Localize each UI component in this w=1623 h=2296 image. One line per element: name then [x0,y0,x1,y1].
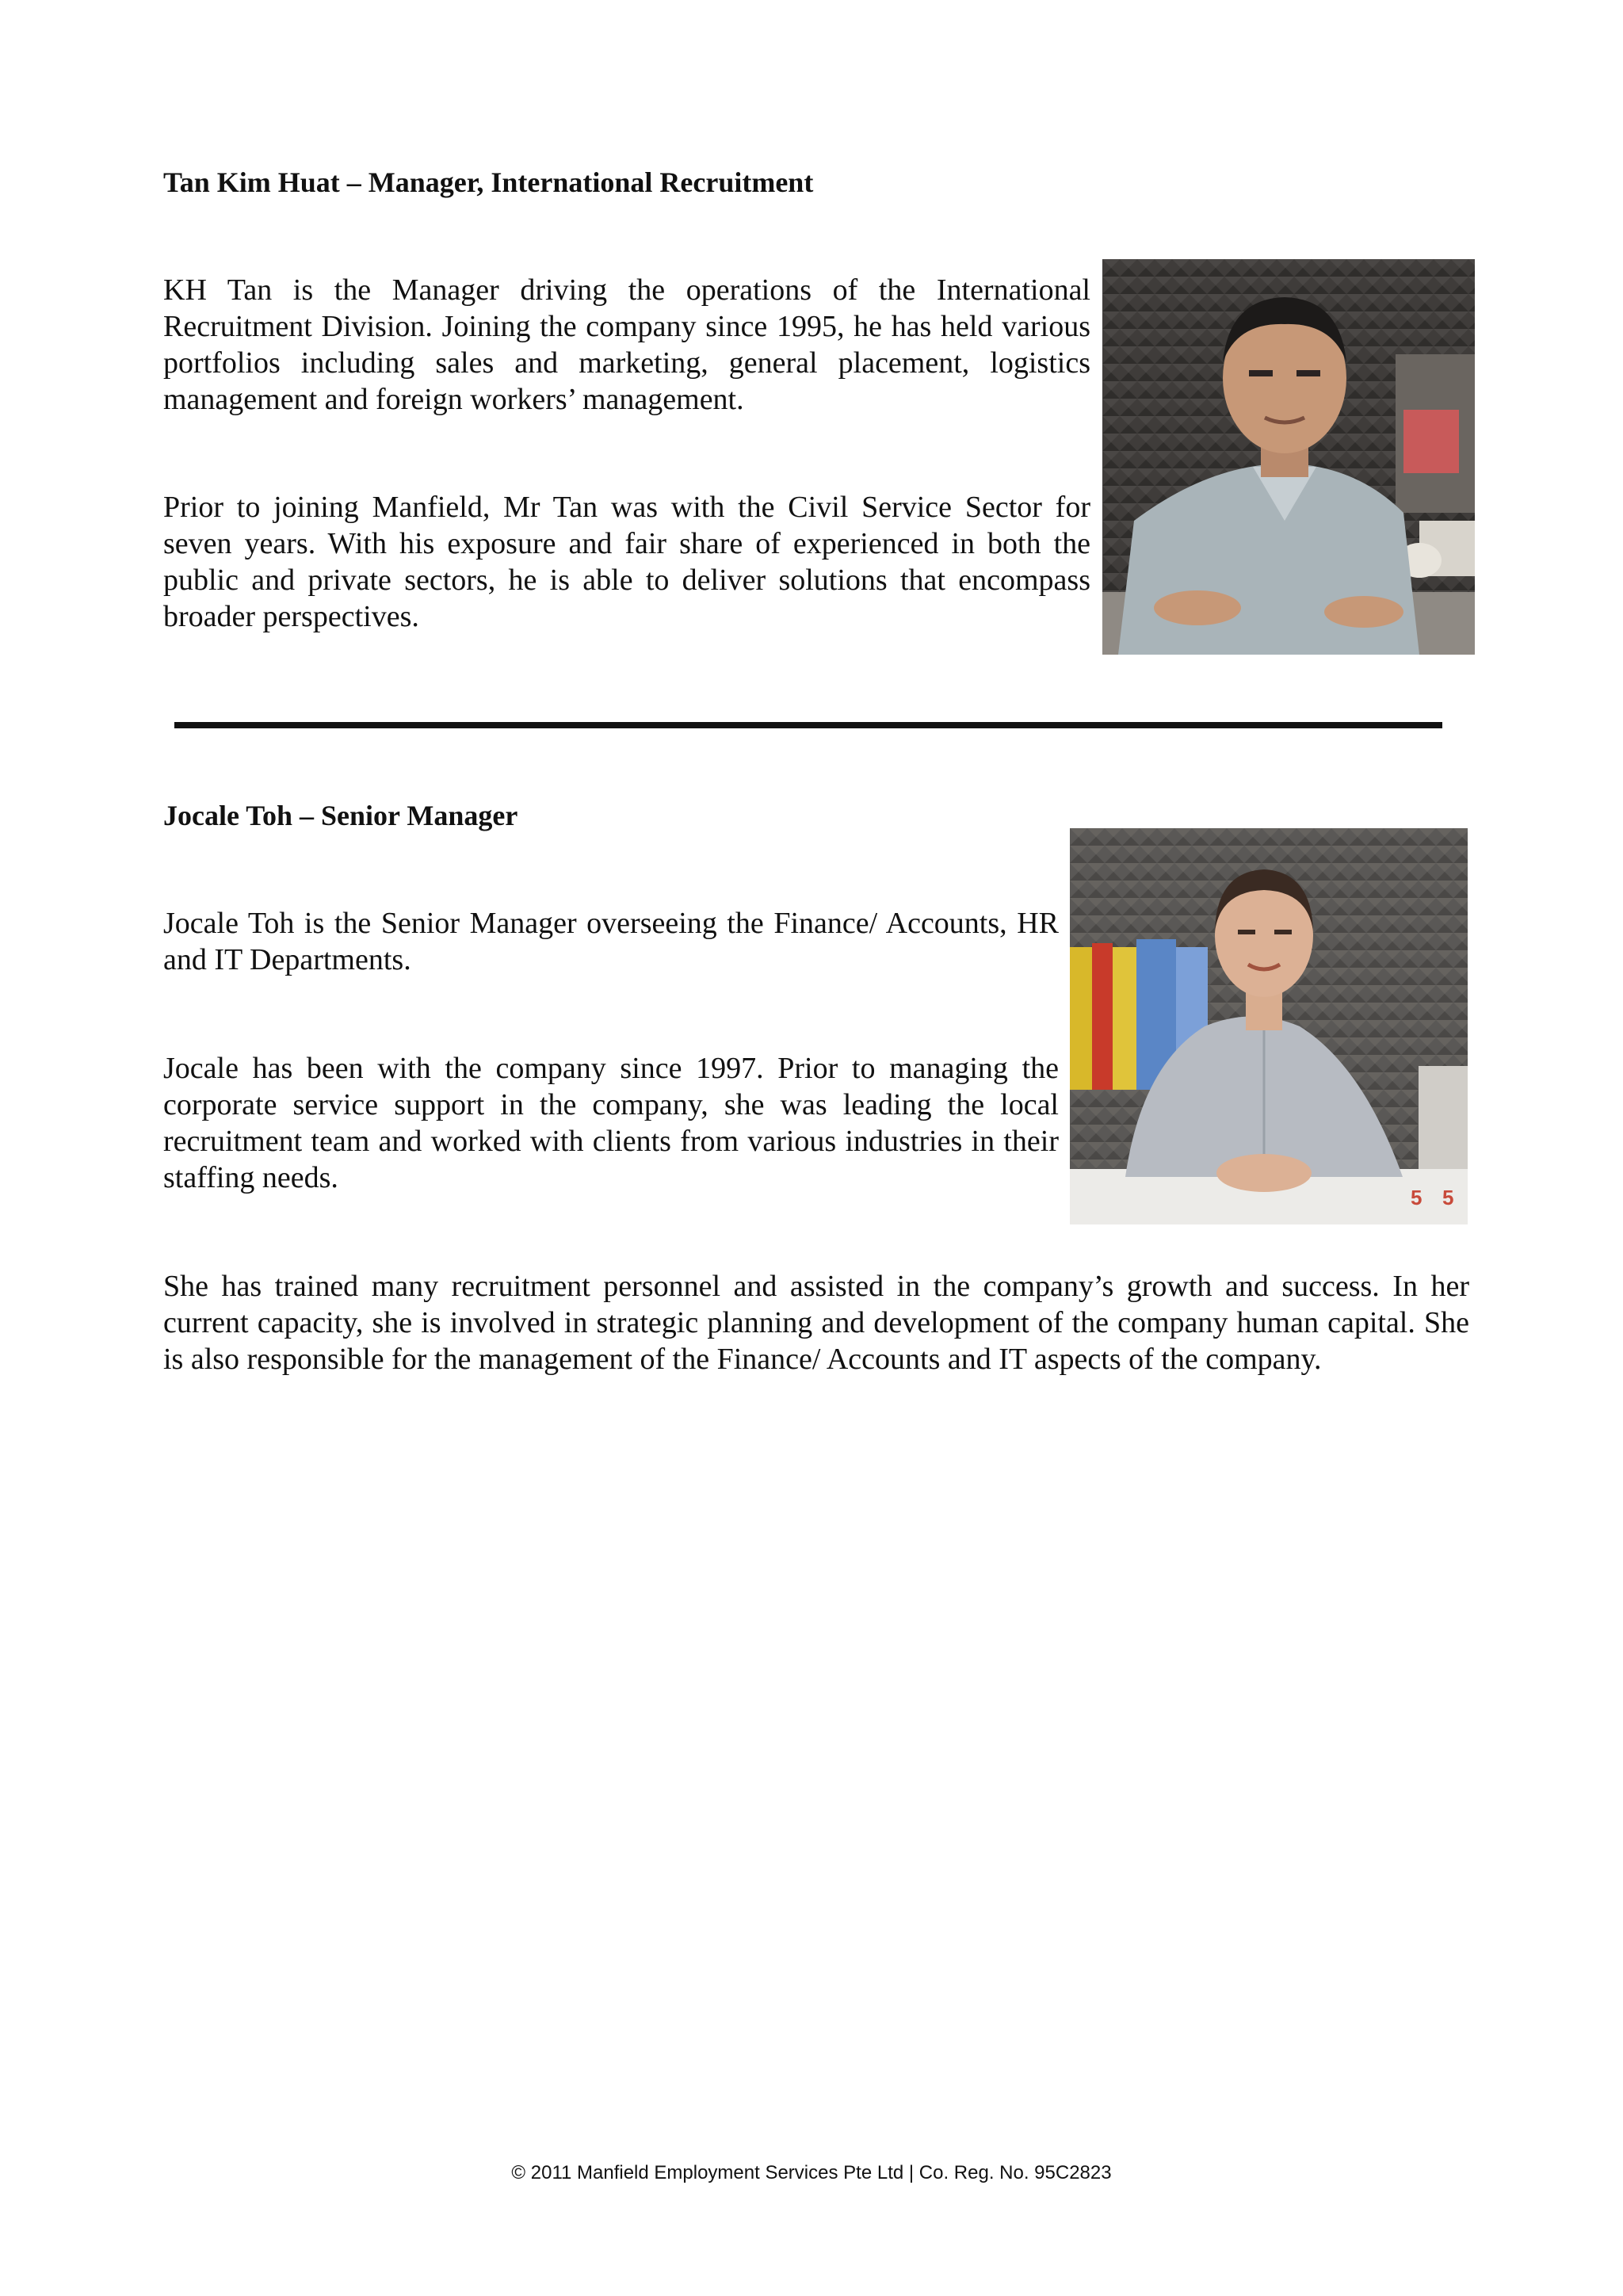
paragraph-tan-background: Prior to joining Manfield, Mr Tan was with the Civil Service Sector for seven years. With his exposure and fair share of experienced in both the public and private sectors, he is able to deliver solutions that encompass broader perspectives. [163,491,1090,633]
footer-copyright: © 2011 Manfield Employment Services Pte Ltd | Co. Reg. No. 95C2823 [511,2162,1112,2183]
portrait-photo-jocale-toh [1070,828,1468,1224]
section-heading-jocale-toh: Jocale Toh – Senior Manager [163,800,518,831]
paragraph-jocale-responsibilities: She has trained many recruitment personnel and assisted in the company’s growth and success. In her current capacity, she is involved in strategic planning and development of the company human capital. She is also responsible for the management of the Finance/ Accounts and IT aspects of the company. [163,1270,1469,1376]
svg-text:5: 5 [1442,1186,1454,1209]
paragraph-jocale-history: Jocale has been with the company since 1997. Prior to managing the corporate service support in the company, she was leading the local recruitment team and worked with clients from various industries in their staffing needs. [163,1052,1059,1194]
paragraph-jocale-intro: Jocale Toh is the Senior Manager overseeing the Finance/ Accounts, HR and IT Departments. [163,907,1059,976]
section-divider [174,722,1442,728]
svg-text:5: 5 [1411,1186,1423,1209]
portrait-photo-tan-kim-huat [1102,259,1475,655]
paragraph-tan-intro: KH Tan is the Manager driving the operations of the International Recruitment Division. Joining the company since 1995, he has held various portfolios including sales and marketing, general placement, logistics management and foreign workers’ management. [163,273,1090,416]
section-heading-tan-kim-huat: Tan Kim Huat – Manager, International Recruitment [163,166,814,198]
